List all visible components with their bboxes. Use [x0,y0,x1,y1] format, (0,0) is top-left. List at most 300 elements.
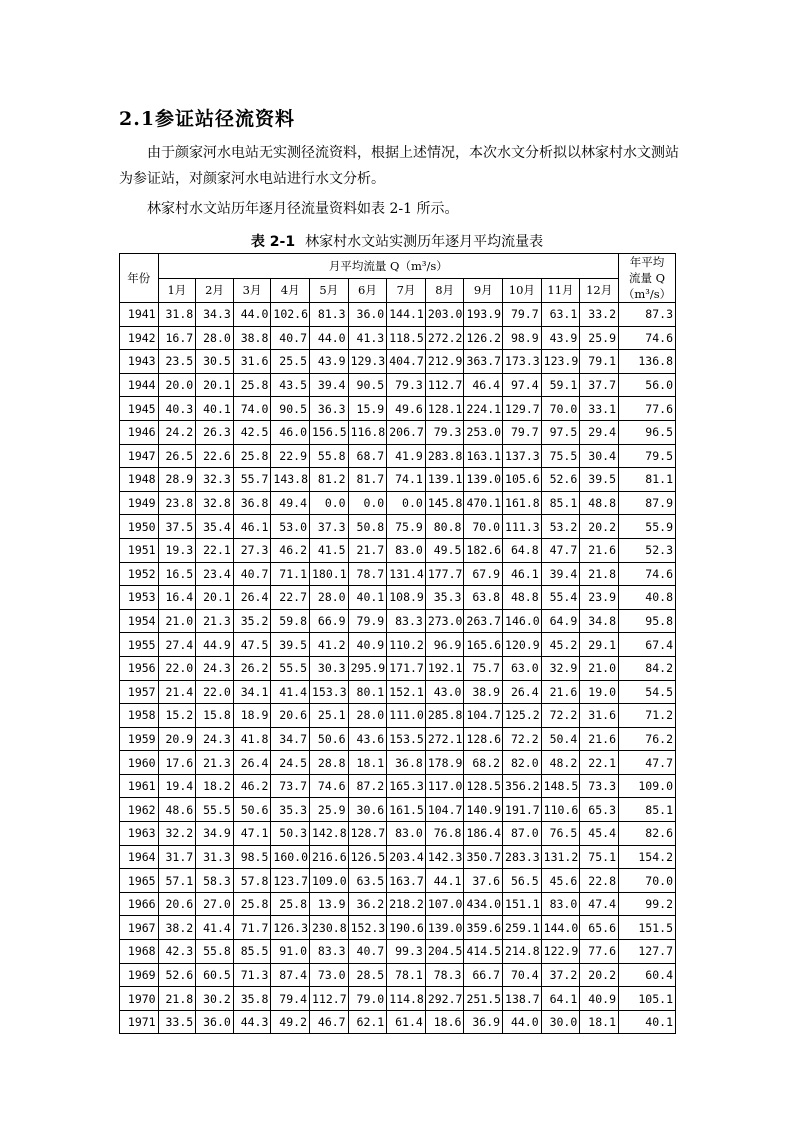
flow-cell: 35.2 [233,609,271,633]
flow-cell: 191.7 [503,798,542,822]
flow-cell: 26.4 [233,751,271,775]
flow-cell: 76.8 [425,822,464,846]
flow-cell: 74.1 [387,468,426,492]
flow-cell: 38.2 [158,916,196,940]
monthly-flow-header: 月平均流量 Q（m³/s） [158,254,618,279]
flow-cell: 139.1 [425,468,464,492]
flow-cell: 46.4 [464,373,503,397]
flow-cell: 21.0 [580,656,619,680]
flow-cell: 43.9 [541,326,580,350]
flow-cell: 75.7 [464,656,503,680]
flow-cell: 63.8 [464,586,503,610]
flow-cell: 50.8 [348,515,387,539]
flow-cell: 91.0 [271,940,310,964]
annual-avg-cell: 136.8 [619,350,676,374]
flow-cell: 75.5 [541,444,580,468]
flow-cell: 37.7 [580,373,619,397]
flow-cell: 22.1 [196,538,234,562]
flow-cell: 46.7 [310,1010,349,1034]
flow-cell: 25.9 [580,326,619,350]
flow-cell: 123.9 [541,350,580,374]
flow-cell: 55.5 [196,798,234,822]
flow-cell: 41.9 [387,444,426,468]
flow-cell: 61.4 [387,1010,426,1034]
flow-cell: 19.3 [158,538,196,562]
flow-cell: 47.4 [580,892,619,916]
year-cell: 1971 [120,1010,159,1034]
table-row [120,916,676,940]
flow-cell: 131.4 [387,562,426,586]
flow-cell: 39.4 [310,373,349,397]
flow-cell: 78.7 [348,562,387,586]
table-row [120,326,676,350]
table-row [120,609,676,633]
flow-cell: 63.0 [503,656,542,680]
annual-avg-cell: 74.6 [619,326,676,350]
flow-cell: 253.0 [464,420,503,444]
flow-cell: 30.5 [196,350,234,374]
annual-avg-cell: 70.0 [619,869,676,893]
flow-cell: 35.4 [196,515,234,539]
flow-cell: 180.1 [310,562,349,586]
flow-cell: 82.0 [503,751,542,775]
flow-cell: 153.3 [310,680,349,704]
flow-cell: 50.4 [541,727,580,751]
flow-cell: 21.7 [348,538,387,562]
flow-cell: 55.5 [271,656,310,680]
flow-cell: 24.2 [158,420,196,444]
flow-cell: 50.6 [310,727,349,751]
flow-cell: 139.0 [464,468,503,492]
flow-cell: 31.7 [158,845,196,869]
flow-cell: 212.9 [425,350,464,374]
flow-cell: 71.1 [271,562,310,586]
flow-cell: 434.0 [464,892,503,916]
table-row [120,562,676,586]
annual-avg-cell: 151.5 [619,916,676,940]
flow-cell: 40.1 [196,397,234,421]
annual-avg-cell: 109.0 [619,774,676,798]
annual-avg-cell: 87.9 [619,491,676,515]
flow-cell: 34.3 [196,303,234,327]
table-row [120,397,676,421]
flow-cell: 79.3 [425,420,464,444]
flow-cell: 110.6 [541,798,580,822]
table-row [120,892,676,916]
flow-cell: 20.2 [580,963,619,987]
flow-cell: 26.3 [196,420,234,444]
flow-cell: 203.4 [387,845,426,869]
flow-cell: 470.1 [464,491,503,515]
flow-cell: 97.4 [503,373,542,397]
flow-cell: 153.5 [387,727,426,751]
flow-cell: 15.2 [158,704,196,728]
annual-avg-cell: 52.3 [619,538,676,562]
flow-cell: 48.8 [580,491,619,515]
annual-avg-cell: 105.1 [619,987,676,1011]
flow-cell: 33.1 [580,397,619,421]
table-row [120,987,676,1011]
flow-cell: 97.5 [541,420,580,444]
flow-cell: 414.5 [464,940,503,964]
flow-cell: 72.2 [541,704,580,728]
year-cell: 1964 [120,845,159,869]
flow-cell: 177.7 [425,562,464,586]
annual-avg-cell: 74.6 [619,562,676,586]
flow-cell: 41.2 [310,633,349,657]
flow-cell: 60.5 [196,963,234,987]
flow-cell: 73.7 [271,774,310,798]
flow-cell: 144.1 [387,303,426,327]
flow-cell: 112.7 [310,987,349,1011]
paragraph-table-ref: 林家村水文站历年逐月径流量资料如表 2-1 所示。 [147,201,459,217]
flow-cell: 30.4 [580,444,619,468]
flow-cell: 79.7 [503,420,542,444]
annual-avg-cell: 81.1 [619,468,676,492]
flow-cell: 90.5 [348,373,387,397]
table-row [120,538,676,562]
table-row [120,822,676,846]
flow-cell: 272.2 [425,326,464,350]
table-row [120,727,676,751]
flow-cell: 80.8 [425,515,464,539]
month-header: 9月 [464,278,503,303]
annual-avg-cell: 77.6 [619,397,676,421]
flow-cell: 163.7 [387,869,426,893]
flow-cell: 50.6 [233,798,271,822]
table-row [120,491,676,515]
flow-cell: 292.7 [425,987,464,1011]
flow-cell: 21.0 [158,609,196,633]
table-row [120,303,676,327]
flow-cell: 48.6 [158,798,196,822]
flow-cell: 29.1 [580,633,619,657]
month-header: 8月 [425,278,464,303]
section-heading: 2.1参证站径流资料 [119,108,296,130]
flow-cell: 46.0 [271,420,310,444]
flow-cell: 36.0 [196,1010,234,1034]
flow-cell: 283.8 [425,444,464,468]
flow-cell: 36.2 [348,892,387,916]
flow-cell: 20.2 [580,515,619,539]
flow-cell: 62.1 [348,1010,387,1034]
flow-cell: 148.5 [541,774,580,798]
flow-cell: 30.3 [310,656,349,680]
flow-cell: 30.2 [196,987,234,1011]
flow-cell: 35.3 [425,586,464,610]
flow-cell: 29.4 [580,420,619,444]
annual-avg-cell: 40.8 [619,586,676,610]
flow-cell: 37.2 [541,963,580,987]
flow-cell: 81.2 [310,468,349,492]
flow-cell: 64.1 [541,987,580,1011]
year-cell: 1956 [120,656,159,680]
flow-cell: 36.8 [233,491,271,515]
year-cell: 1957 [120,680,159,704]
flow-cell: 40.7 [348,940,387,964]
flow-cell: 27.4 [158,633,196,657]
flow-cell: 104.7 [464,704,503,728]
flow-cell: 43.9 [310,350,349,374]
month-header: 4月 [271,278,310,303]
year-cell: 1950 [120,515,159,539]
flow-cell: 108.9 [387,586,426,610]
year-cell: 1942 [120,326,159,350]
flow-cell: 21.8 [580,562,619,586]
flow-cell: 74.6 [310,774,349,798]
flow-cell: 66.9 [310,609,349,633]
flow-cell: 52.6 [541,468,580,492]
flow-cell: 203.0 [425,303,464,327]
flow-cell: 65.3 [580,798,619,822]
flow-cell: 31.8 [158,303,196,327]
annual-avg-cell: 47.7 [619,751,676,775]
year-cell: 1961 [120,774,159,798]
year-cell: 1955 [120,633,159,657]
flow-cell: 49.4 [271,491,310,515]
flow-cell: 26.5 [158,444,196,468]
flow-cell: 23.4 [196,562,234,586]
year-cell: 1959 [120,727,159,751]
year-cell: 1943 [120,350,159,374]
flow-cell: 152.1 [387,680,426,704]
flow-cell: 16.5 [158,562,196,586]
year-cell: 1967 [120,916,159,940]
flow-cell: 140.9 [464,798,503,822]
flow-cell: 74.0 [233,397,271,421]
flow-cell: 64.8 [503,538,542,562]
flow-cell: 126.2 [464,326,503,350]
flow-cell: 65.6 [580,916,619,940]
flow-cell: 22.1 [580,751,619,775]
annual-flow-header [619,254,676,303]
annual-header-line1: 年平均 [629,255,665,269]
flow-cell: 38.8 [233,326,271,350]
flow-cell: 22.0 [196,680,234,704]
flow-cell: 34.7 [271,727,310,751]
flow-cell: 79.1 [580,350,619,374]
flow-cell: 143.8 [271,468,310,492]
flow-cell: 24.3 [196,727,234,751]
flow-cell: 129.7 [503,397,542,421]
flow-cell: 186.4 [464,822,503,846]
annual-avg-cell: 154.2 [619,845,676,869]
flow-cell: 30.6 [348,798,387,822]
flow-cell: 272.1 [425,727,464,751]
flow-cell: 182.6 [464,538,503,562]
annual-avg-cell: 85.1 [619,798,676,822]
flow-cell: 26.4 [503,680,542,704]
flow-cell: 68.7 [348,444,387,468]
flow-cell: 123.7 [271,869,310,893]
flow-cell: 20.6 [271,704,310,728]
flow-cell: 47.7 [541,538,580,562]
table-row [120,845,676,869]
flow-cell: 59.8 [271,609,310,633]
annual-avg-cell: 76.2 [619,727,676,751]
flow-cell: 40.1 [348,586,387,610]
flow-cell: 21.3 [196,751,234,775]
table-row [120,798,676,822]
flow-cell: 87.0 [503,822,542,846]
flow-cell: 70.4 [503,963,542,987]
flow-cell: 114.8 [387,987,426,1011]
flow-cell: 32.8 [196,491,234,515]
month-header: 2月 [196,278,234,303]
flow-cell: 46.1 [233,515,271,539]
flow-cell: 32.3 [196,468,234,492]
flow-cell: 251.5 [464,987,503,1011]
table-row [120,963,676,987]
flow-cell: 63.5 [348,869,387,893]
flow-cell: 39.5 [580,468,619,492]
flow-cell: 18.9 [233,704,271,728]
flow-cell: 28.5 [348,963,387,987]
flow-cell: 96.9 [425,633,464,657]
annual-avg-cell: 54.5 [619,680,676,704]
flow-cell: 41.4 [271,680,310,704]
flow-cell: 41.8 [233,727,271,751]
flow-cell: 52.6 [158,963,196,987]
flow-cell: 204.5 [425,940,464,964]
flow-cell: 67.9 [464,562,503,586]
month-header: 1月 [158,278,196,303]
flow-cell: 85.1 [541,491,580,515]
flow-cell: 28.8 [310,751,349,775]
flow-cell: 53.2 [541,515,580,539]
flow-cell: 16.4 [158,586,196,610]
flow-cell: 142.8 [310,822,349,846]
flow-cell: 19.0 [580,680,619,704]
flow-cell: 26.2 [233,656,271,680]
flow-cell: 161.8 [503,491,542,515]
annual-avg-cell: 96.5 [619,420,676,444]
flow-cell: 230.8 [310,916,349,940]
flow-cell: 32.9 [541,656,580,680]
flow-cell: 34.1 [233,680,271,704]
flow-cell: 75.9 [387,515,426,539]
flow-cell: 37.6 [464,869,503,893]
flow-cell: 55.4 [541,586,580,610]
paragraph-intro: 由于颜家河水电站无实测径流资料，根据上述情况，本次水文分析拟以林家村水文测站为参证站，对颜家河水电站进行水文分析。 [119,145,679,187]
flow-cell: 49.2 [271,1010,310,1034]
flow-cell: 111.3 [503,515,542,539]
flow-cell: 44.1 [425,869,464,893]
flow-cell: 24.3 [196,656,234,680]
year-cell: 1960 [120,751,159,775]
flow-cell: 285.8 [425,704,464,728]
flow-cell: 50.3 [271,822,310,846]
flow-cell: 40.9 [580,987,619,1011]
flow-cell: 21.6 [541,680,580,704]
table-caption-number: 表 2-1 [250,234,296,250]
annual-avg-cell: 55.9 [619,515,676,539]
flow-cell: 25.8 [233,373,271,397]
year-cell: 1963 [120,822,159,846]
flow-cell: 28.0 [348,704,387,728]
flow-cell: 128.7 [348,822,387,846]
annual-avg-cell: 95.8 [619,609,676,633]
flow-cell: 83.0 [387,822,426,846]
flow-cell: 66.7 [464,963,503,987]
flow-cell: 32.2 [158,822,196,846]
flow-cell: 83.0 [387,538,426,562]
year-cell: 1944 [120,373,159,397]
table-row [120,656,676,680]
flow-cell: 63.1 [541,303,580,327]
flow-cell: 41.3 [348,326,387,350]
flow-cell: 99.3 [387,940,426,964]
year-cell: 1965 [120,869,159,893]
table-row [120,633,676,657]
flow-cell: 37.3 [310,515,349,539]
flow-cell: 137.3 [503,444,542,468]
flow-cell: 25.5 [271,350,310,374]
year-cell: 1953 [120,586,159,610]
flow-cell: 31.3 [196,845,234,869]
flow-cell: 41.5 [310,538,349,562]
table-row [120,373,676,397]
flow-cell: 128.5 [464,774,503,798]
flow-cell: 161.5 [387,798,426,822]
flow-cell: 142.3 [425,845,464,869]
flow-cell: 57.1 [158,869,196,893]
flow-cell: 40.3 [158,397,196,421]
flow-cell: 18.6 [425,1010,464,1034]
annual-avg-cell: 60.4 [619,963,676,987]
flow-cell: 55.8 [196,940,234,964]
flow-cell: 145.8 [425,491,464,515]
flow-cell: 27.3 [233,538,271,562]
flow-cell: 55.8 [310,444,349,468]
year-cell: 1949 [120,491,159,515]
year-cell: 1948 [120,468,159,492]
flow-cell: 263.7 [464,609,503,633]
year-cell: 1947 [120,444,159,468]
annual-avg-cell: 67.4 [619,633,676,657]
flow-cell: 359.6 [464,916,503,940]
flow-cell: 78.1 [387,963,426,987]
flow-cell: 34.9 [196,822,234,846]
flow-cell: 15.8 [196,704,234,728]
flow-cell: 35.8 [233,987,271,1011]
flow-cell: 24.5 [271,751,310,775]
flow-cell: 206.7 [387,420,426,444]
flow-cell: 28.0 [310,586,349,610]
flow-cell: 79.3 [387,373,426,397]
flow-cell: 28.9 [158,468,196,492]
flow-cell: 55.7 [233,468,271,492]
flow-cell: 85.5 [233,940,271,964]
flow-cell: 104.7 [425,798,464,822]
flow-cell: 15.9 [348,397,387,421]
flow-cell: 40.7 [271,326,310,350]
year-cell: 1968 [120,940,159,964]
flow-cell: 46.1 [503,562,542,586]
flow-cell: 33.5 [158,1010,196,1034]
flow-cell: 71.7 [233,916,271,940]
flow-cell: 27.0 [196,892,234,916]
year-cell: 1970 [120,987,159,1011]
table-row [120,420,676,444]
flow-cell: 102.6 [271,303,310,327]
table-row [120,1010,676,1034]
year-column-header: 年份 [120,254,159,303]
table-row [120,680,676,704]
flow-cell: 25.8 [233,444,271,468]
flow-cell: 31.6 [233,350,271,374]
flow-cell: 73.0 [310,963,349,987]
